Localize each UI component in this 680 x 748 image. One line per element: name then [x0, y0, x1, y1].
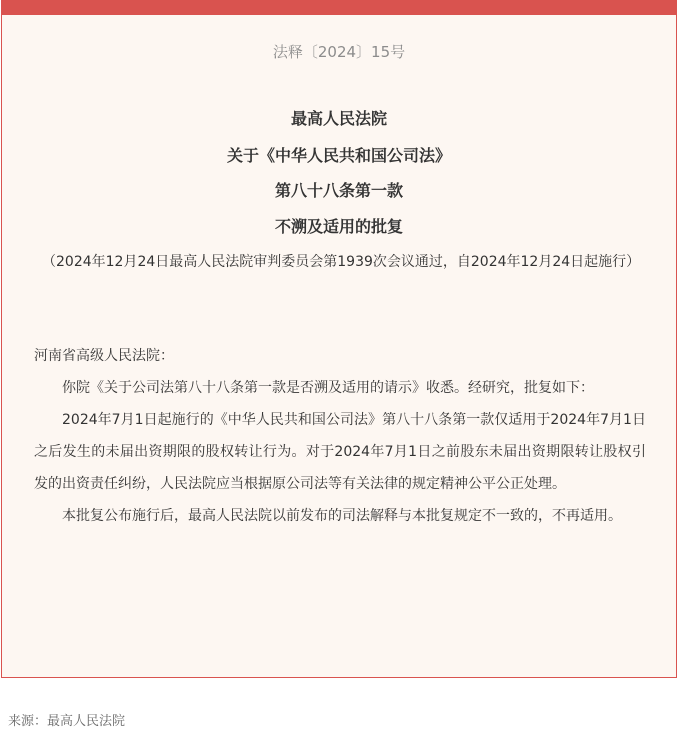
body-paragraph: 本批复公布施行后，最高人民法院以前发布的司法解释与本批复规定不一致的，不再适用。	[62, 508, 622, 524]
adoption-note: （2024年12月24日最高人民法院审判委员会第1939次会议通过，自2024年12月24日起施行）	[42, 254, 641, 270]
body-paragraph: 你院《关于公司法第八十八条第一款是否溯及适用的请示》收悉。经研究，批复如下：	[62, 380, 594, 396]
source-attribution: 来源：最高人民法院	[8, 714, 126, 729]
document-card	[1, 0, 677, 678]
top-accent-bar	[2, 0, 676, 15]
body-paragraph: 2024年7月1日起施行的《中华人民共和国公司法》第八十八条第一款仅适用于2024年7月1日之后发生的未届出资期限的股权转让行为。对于2024年7月1日之前股东未届出资期限转让股权引发的出资责任纠纷，人民法院应当根据原公司法等有关法律的规定精神公平公正处理。	[34, 412, 646, 492]
addressee: 河南省高级人民法院：	[34, 348, 174, 364]
title-line-issuer: 最高人民法院	[290, 109, 387, 128]
title-line-law: 关于《中华人民共和国公司法》	[226, 146, 451, 165]
document-number: 法释〔2024〕15号	[272, 43, 406, 61]
document-body	[34, 340, 646, 532]
title-line-article: 第八十八条第一款	[274, 181, 403, 200]
title-line-subject: 不溯及适用的批复	[274, 217, 403, 236]
